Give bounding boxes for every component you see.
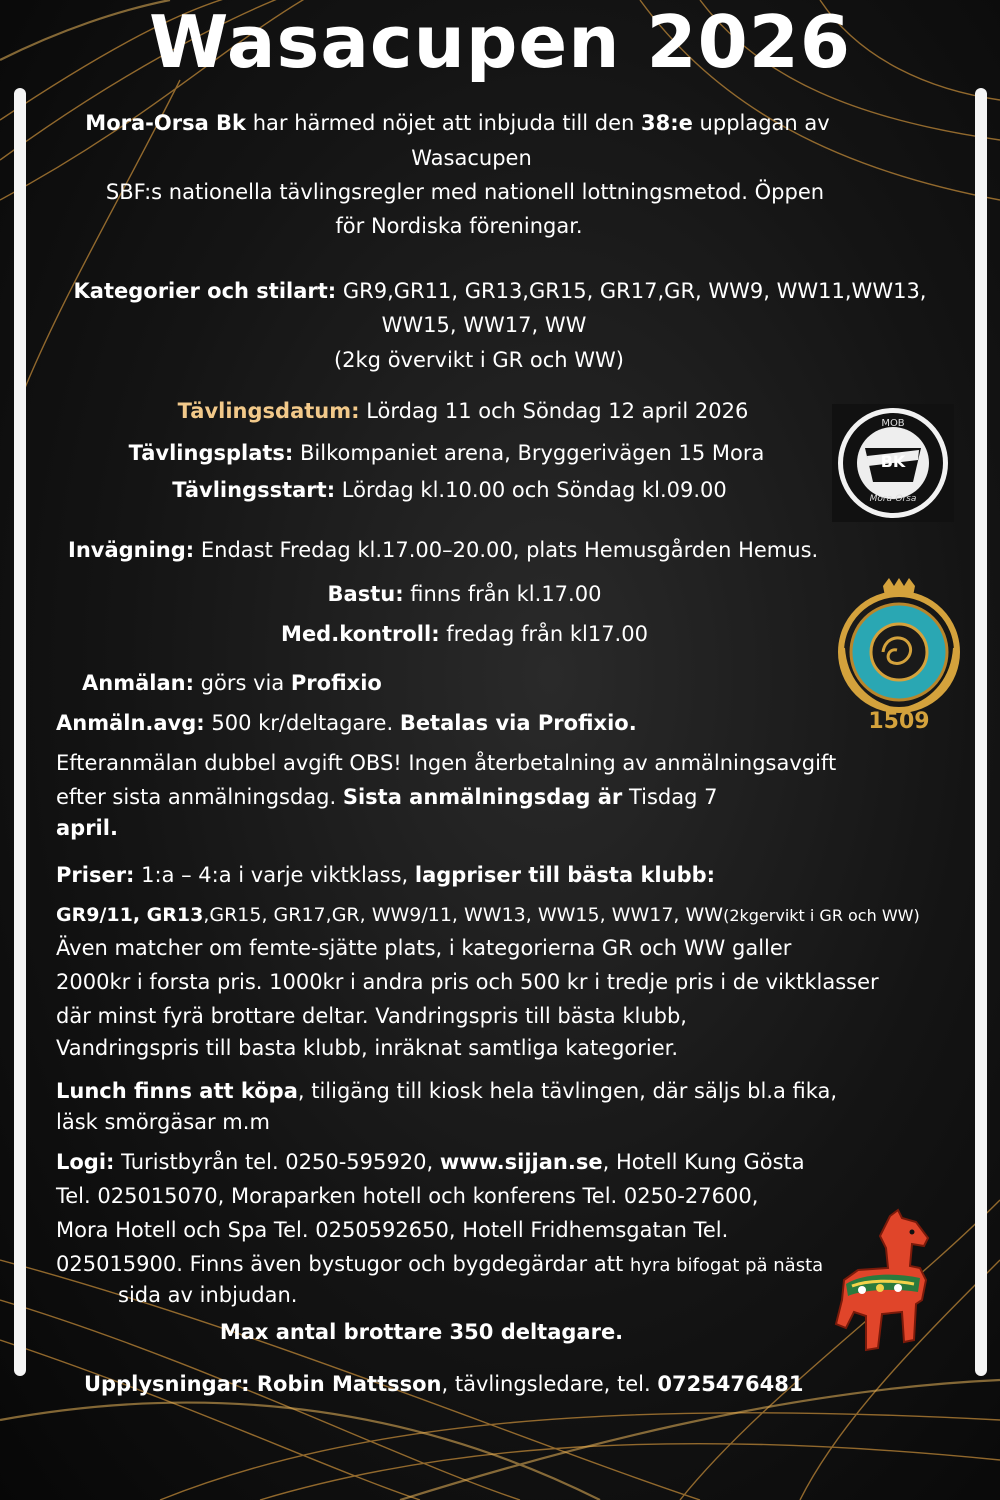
categories-line-2: WW15, WW17, WW (381, 313, 587, 337)
intro-line-2: Wasacupen (411, 146, 532, 170)
weigh-in: Invägning: Endast Fredag kl.17.00–20.00, plats Hemusgården Hemus. (68, 538, 819, 562)
lodging-line-4: 025015900. Finns även bystugor och bygdegärdar att hyra bifogat pä nästa (56, 1252, 824, 1276)
medical-control: Med.kontroll: fredag från kl17.00 (281, 622, 648, 646)
club-logo-top-text: MOB (881, 418, 905, 429)
intro-line-4: för Nordiska föreningar. (335, 214, 583, 238)
lodging-line-5: sida av inbjudan. (118, 1283, 298, 1307)
competition-venue: Tävlingsplats: Bilkompaniet arena, Bryggerivägen 15 Mora (128, 441, 765, 465)
club-logo-bottom-text: Mora-Orsa (869, 494, 917, 504)
emblem-graphic (833, 578, 965, 713)
competition-date: Tävlingsdatum: Lördag 11 och Söndag 12 april 2026 (177, 399, 749, 423)
lunch-line-2: läsk smörgäsar m.m (56, 1110, 270, 1134)
late-registration-line-3: april. (56, 816, 118, 840)
max-participants: Max antal brottare 350 deltagare. (219, 1320, 624, 1344)
lodging-line-3: Mora Hotell och Spa Tel. 0250592650, Hotell Fridhemsgatan Tel. (56, 1218, 729, 1242)
registration: Anmälan: görs via Profixio (82, 671, 382, 695)
emblem-1509 (833, 578, 965, 738)
club-logo (832, 404, 954, 522)
prizes-line-4: 2000kr i forsta pris. 1000kr i andra pris och 500 kr i tredje pris i de viktklasser (56, 970, 879, 994)
sauna: Bastu: finns från kl.17.00 (327, 582, 602, 606)
late-registration-line-2: efter sista anmälningsdag. Sista anmälningsdag är Tisdag 7 (56, 785, 718, 809)
poster-title: Wasacupen 2026 (149, 0, 851, 84)
late-registration-line-1: Efteranmälan dubbel avgift OBS! Ingen återbetalning av anmälningsavgift (56, 751, 837, 775)
categories-line-3: (2kg övervikt i GR och WW) (333, 348, 625, 372)
prizes-line-1: Priser: 1:a – 4:a i varje viktklass, lagpriser till bästa klubb: (56, 863, 716, 887)
club-logo-center-text: BK (880, 452, 906, 471)
prizes-line-5: där minst fyrä brottare deltar. Vandringspris till bästa klubb, (56, 1004, 687, 1028)
intro-line-3: SBF:s nationella tävlingsregler med nationell lottningsmetod. Öppen (105, 180, 825, 204)
competition-start: Tävlingsstart: Lördag kl.10.00 och Söndag kl.09.00 (172, 478, 727, 502)
emblem-year: 1509 (868, 709, 930, 734)
categories-line-1: Kategorier och stilart: GR9,GR11, GR13,GR15, GR17,GR, WW9, WW11,WW13, (73, 279, 927, 303)
dala-horse-icon (832, 1208, 940, 1358)
lunch-line-1: Lunch finns att köpa, tiligäng till kiosk hela tävlingen, där säljs bl.a fika, (56, 1079, 838, 1103)
lodging-line-2: Tel. 025015070, Moraparken hotell och konferens Tel. 0250-27600, (56, 1184, 759, 1208)
contact-info: Upplysningar: Robin Mattsson, tävlingsledare, tel. 0725476481 (84, 1372, 804, 1396)
registration-fee: Anmäln.avg: 500 kr/deltagare. Betalas via Profixio. (56, 711, 637, 735)
prizes-categories: GR9/11, GR13,GR15, GR17,GR, WW9/11, WW13, WW15, WW17, WW(2kgervikt i GR och WW) (56, 904, 920, 926)
prizes-line-3: Även matcher om femte-sjätte plats, i kategorierna GR och WW galler (56, 936, 792, 960)
lodging-line-1: Logi: Turistbyrån tel. 0250-595920, www.sijjan.se, Hotell Kung Gösta (56, 1150, 805, 1174)
prizes-line-6: Vandringspris till basta klubb, inräknat samtliga kategorier. (56, 1036, 679, 1060)
intro-line-1: Mora-Orsa Bk har härmed nöjet att inbjuda till den 38:e upplagan av (85, 111, 830, 135)
